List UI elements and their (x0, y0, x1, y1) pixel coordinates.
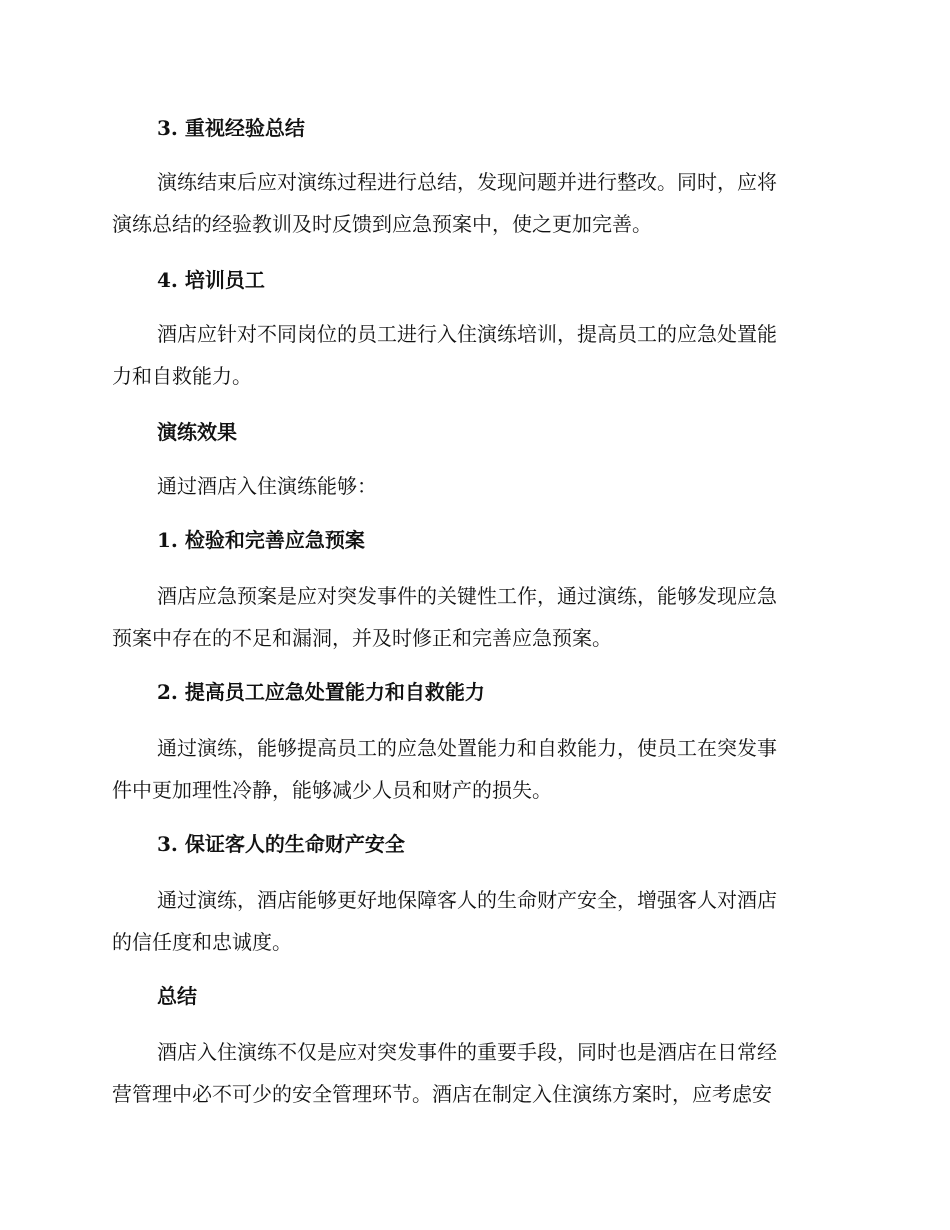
section-heading: 1. 检验和完善应急预案 (157, 528, 365, 552)
paragraph-line: 营管理中必不可少的安全管理环节。酒店在制定入住演练方案时，应考虑安 (112, 1082, 772, 1106)
section-heading: 4. 培训员工 (157, 268, 265, 292)
paragraph-line: 酒店应急预案是应对突发事件的关键性工作，通过演练，能够发现应急 (157, 584, 777, 608)
paragraph-line: 酒店入住演练不仅是应对突发事件的重要手段，同时也是酒店在日常经 (157, 1040, 777, 1064)
section-heading: 3. 保证客人的生命财产安全 (157, 832, 405, 856)
section-heading: 2. 提高员工应急处置能力和自救能力 (157, 680, 485, 704)
paragraph-line: 演练总结的经验教训及时反馈到应急预案中，使之更加完善。 (112, 212, 652, 236)
paragraph-line: 通过演练，酒店能够更好地保障客人的生命财产安全，增强客人对酒店 (157, 888, 777, 912)
section-heading: 演练效果 (157, 420, 237, 444)
paragraph-line: 的信任度和忠诚度。 (112, 930, 292, 954)
paragraph-line: 预案中存在的不足和漏洞，并及时修正和完善应急预案。 (112, 626, 612, 650)
paragraph-line: 通过酒店入住演练能够： (157, 474, 377, 498)
paragraph-line: 演练结束后应对演练过程进行总结，发现问题并进行整改。同时，应将 (157, 170, 777, 194)
section-heading: 总结 (157, 984, 197, 1008)
section-heading: 3. 重视经验总结 (157, 116, 305, 140)
paragraph-line: 力和自救能力。 (112, 364, 252, 388)
paragraph-line: 通过演练，能够提高员工的应急处置能力和自救能力，使员工在突发事 (157, 736, 777, 760)
paragraph-line: 酒店应针对不同岗位的员工进行入住演练培训，提高员工的应急处置能 (157, 322, 777, 346)
paragraph-line: 件中更加理性冷静，能够减少人员和财产的损失。 (112, 778, 552, 802)
